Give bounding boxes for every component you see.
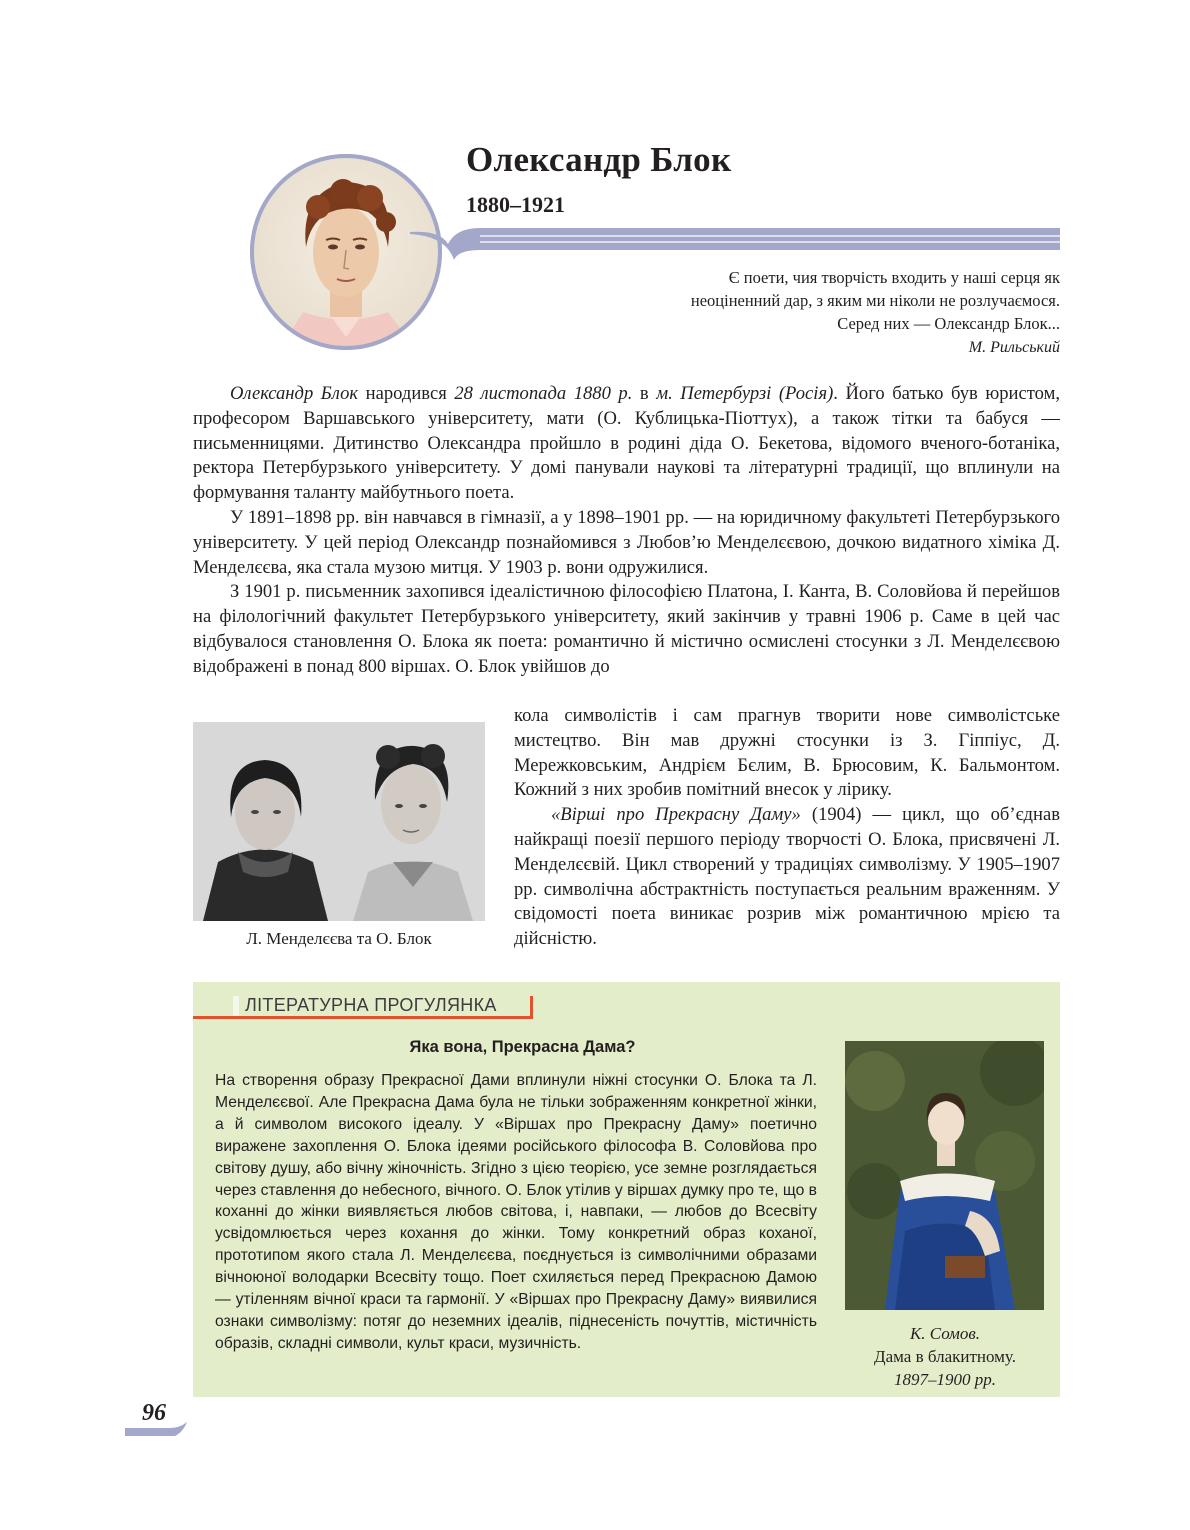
painting-lady-in-blue: [845, 1041, 1044, 1310]
main-text: [193, 382, 1060, 680]
text-span: в: [632, 383, 657, 404]
cycle-title-italic: «Вірші про Прекрасну Даму»: [551, 804, 801, 826]
header-decorative-bar: [410, 222, 1060, 262]
painting-caption: [830, 1322, 1060, 1391]
paragraph-3: З 1901 р. письменник захопився ідеалістичною філософією Платона, І. Канта, В. Соловйова й перейшов на філологічний факультет Петербурзького університету, який закінчив у травні 1906 р. Саме в цей час відбувалося становлення О. Блока як поета: романтично й містично осмислені стосунки з Л. Менделєєвою відображені в понад 800 віршах. О. Блок увійшов до: [193, 581, 1060, 677]
footer-decorative-bar: [125, 1422, 195, 1442]
epigraph-line-3: Серед них — Олександр Блок...: [837, 314, 1060, 333]
page-number: 96: [142, 1400, 166, 1426]
epigraph-author: М. Рильський: [968, 339, 1060, 356]
box-subtitle: Яка вона, Прекрасна Дама?: [409, 1038, 636, 1056]
epigraph-line-2: неоціненний дар, з яким ми ніколи не розлучаємося.: [690, 291, 1060, 310]
painting-years: 1897–1900 рр.: [894, 1370, 996, 1389]
painting-author: К. Сомов.: [909, 1324, 981, 1343]
epigraph: [560, 266, 1060, 335]
photo-caption: Л. Менделєєва та О. Блок: [246, 929, 432, 948]
text-span: народився: [358, 383, 455, 404]
page-title: Олександр Блок: [466, 140, 732, 179]
photo-mendeleeva-blok: [193, 722, 485, 921]
name-italic: Олександр Блок: [230, 383, 359, 404]
text-span: (1904) — цикл, що об’єднав найкращі поезії першого періоду творчості О. Блока, присвячені Л. Менделєєвій. Цикл створений у традиціях символізму. У 1905–1907 рр. символічна абстрактність поступається реальним враженням. У свідомості поета виникає розрив між романтичною мрією та дійсністю.: [514, 804, 1060, 950]
life-years: 1880–1921: [466, 192, 565, 217]
epigraph-line-1: Є поети, чия творчість входить у наші серця як: [728, 268, 1060, 287]
text-span: . Його батько був юристом, професором Варшавського університету, мати (О. Кублицька-Піоттух), а також тітки та бабуся — письменницями. Дитинство Олександра пройшло в родині діда О. Бекетова, відомого вченого-ботаніка, ректора Петербурзького університету. У домі панували наукові та літературні традиції, що вплинули на формування таланту майбутнього поета.: [193, 383, 1060, 504]
paragraph-4: [514, 803, 1060, 952]
date-italic: 28 листопада 1880 р.: [454, 383, 633, 404]
paragraph-2: У 1891–1898 рр. він навчався в гімназії, а у 1898–1901 рр. — на юридичному факультеті Петербурзького університету. У цей період Олександр познайомився з Любов’ю Менделєєвою, дочкою видатного хіміка Д. Менделєєва, яка стала музою митця. У 1903 р. вони одружилися.: [193, 506, 1060, 578]
paragraph-3-continued: кола символістів і сам прагнув творити нове символістське мистецтво. Він мав дружні стосунки із З. Гіппіус, Д. Мережковським, Андрієм Бєлим, В. Брюсовим, К. Бальмонтом. Кожний з них зробив помітний внесок у лірику.: [514, 705, 1060, 801]
box-text: На створення образу Прекрасної Дами вплинули ніжні стосунки О. Блока та Л. Менделєєвої. Але Прекрасна Дама була не тільки зображенням конкретної жінки, а й символом високого ідеалу. У «Віршах про Прекрасну Даму» поетично виражене захоплення О. Блока ідеями російського філософа В. Соловйова про світову душу, або вічну жіночність. Згідно з цією теорією, усе земне розглядається через ставлення до небесного, вічного. О. Блок утілив у віршах думку про те, що в коханні до жінки виявляється любов світова, і, навпаки, — любов до Всесвіту усвідомлюється через кохання до жінки. Тому конкретний образ коханої, прототипом якого стала Л. Менделєєва, поєднується із символічними образами вічноюної володарки Всесвіту тощо. Поет схиляється перед Прекрасною Дамою — утіленням вічної краси та гармонії. У «Віршах про Прекрасну Даму» виявилися ознаки символізму: потяг до неземних ідеалів, піднесеність почуттів, містичність образів, складні символи, культ краси, музичність.: [215, 1072, 817, 1352]
painting-title: Дама в блакитному.: [874, 1347, 1016, 1366]
paragraph-1: [193, 382, 1060, 506]
place-italic: м. Петербурзі (Росія): [656, 383, 834, 404]
box-heading: ЛІТЕРАТУРНА ПРОГУЛЯНКА: [245, 995, 497, 1015]
side-text: [514, 704, 1060, 952]
